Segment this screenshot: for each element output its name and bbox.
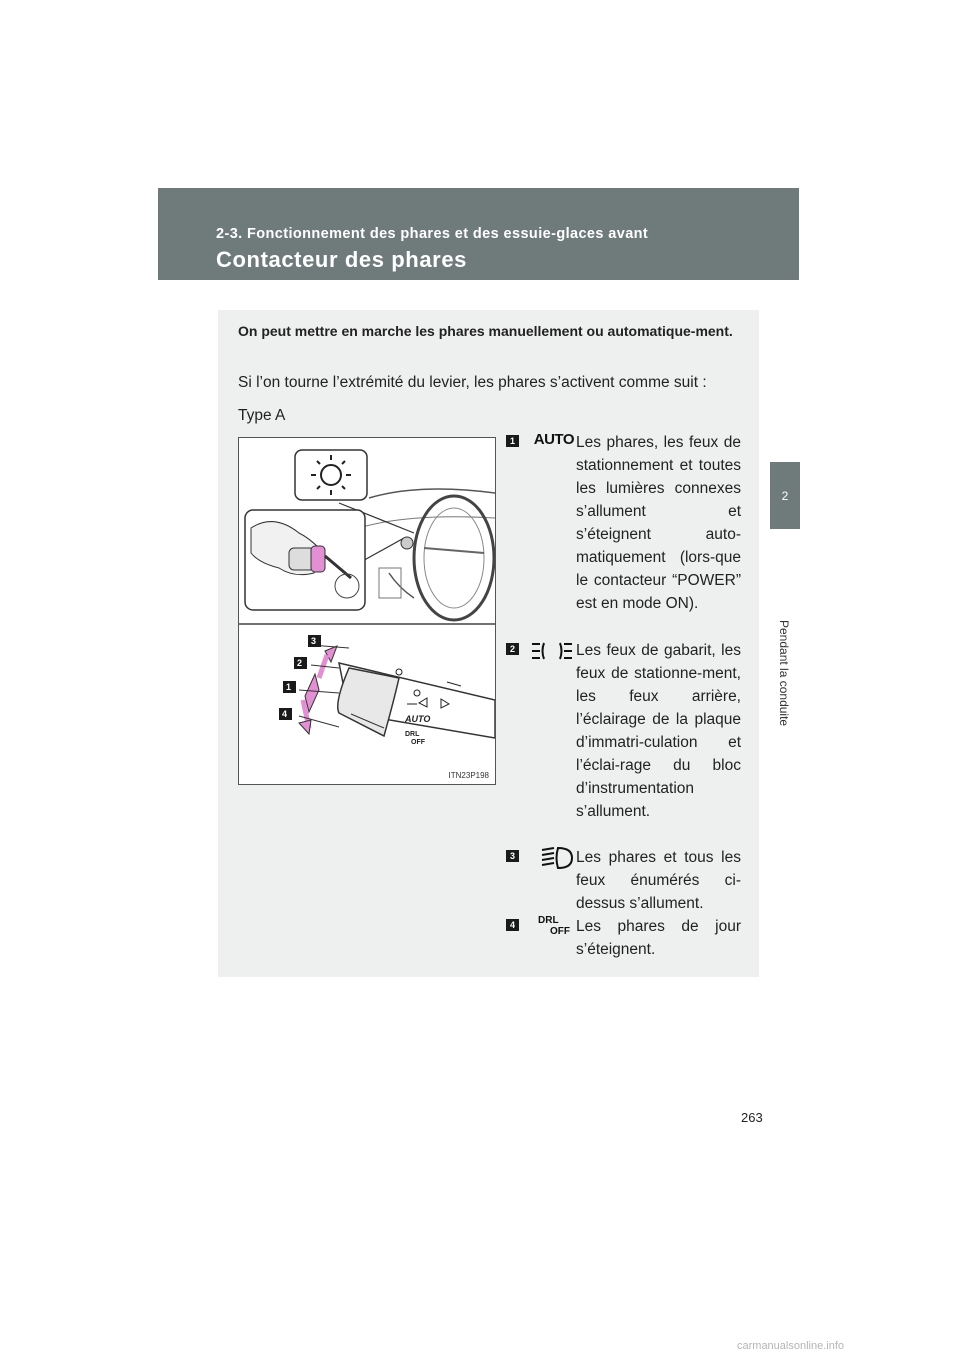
switch-position-auto [506,431,741,631]
chapter-tab[interactable] [770,462,800,529]
intro-bold-text: On peut mettre en marche les phares manuellement ou automatique-ment. [238,323,733,339]
watermark: carmanualsonline.info [737,1340,845,1352]
item-description: Les phares, les feux de stationnement et toutes les lumières connexes s’allument et s’éteignent auto-matiquement (lors-que le contacteur “POWER” est en mode ON). [576,434,741,612]
section-title: 2-3. Fonctionnement des phares et des essuie-glaces avant [216,226,649,242]
lever-auto-label: AUTO [405,714,431,724]
item-badge: 1 [506,435,519,447]
switch-position-drl-off [506,915,741,965]
figure-code: ITN23P198 [448,771,489,780]
parking-lights-icon [524,639,574,663]
type-label: Type A [238,407,286,424]
item-description: Les phares de jour s’éteignent. [576,918,741,958]
chapter-label-text: Pendant la conduite [777,620,791,727]
headlight-icon [524,846,574,870]
lever-drl-label: DRL [405,731,420,738]
fig-callout-1: 1 [286,682,292,692]
item-description: Les phares et tous les feux énumérés ci-dessus s’allument. [576,849,741,912]
switch-position-parking [506,639,741,839]
item-badge: 4 [506,919,519,931]
illustration-drawing [239,438,495,784]
fig-callout-3: 3 [311,636,317,646]
section-header [158,188,799,280]
fig-callout-4: 4 [282,709,288,719]
item-badge: 3 [506,850,519,862]
headlight-switch-illustration [238,437,496,785]
item-badge: 2 [506,643,519,655]
page-title: Contacteur des phares [216,247,468,272]
item-description: Les feux de gabarit, les feux de stationne-ment, les feux arrière, l’éclairage de la plaque d’immatri-culation et l’éclai-rage du bloc d’instrumentation s’allument. [576,642,741,820]
fig-callout-2: 2 [297,658,303,668]
page-number: 263 [741,1110,763,1125]
drl-off-icon: DRL OFF [538,915,570,937]
content-box [218,310,759,977]
lever-off-label: OFF [411,739,425,746]
auto-text-icon: AUTO [533,431,574,448]
switch-position-headlights [506,846,741,916]
chapter-number: 2 [781,488,789,503]
intro-text: Si l’on tourne l’extrémité du levier, les phares s’activent comme suit : [238,374,707,391]
